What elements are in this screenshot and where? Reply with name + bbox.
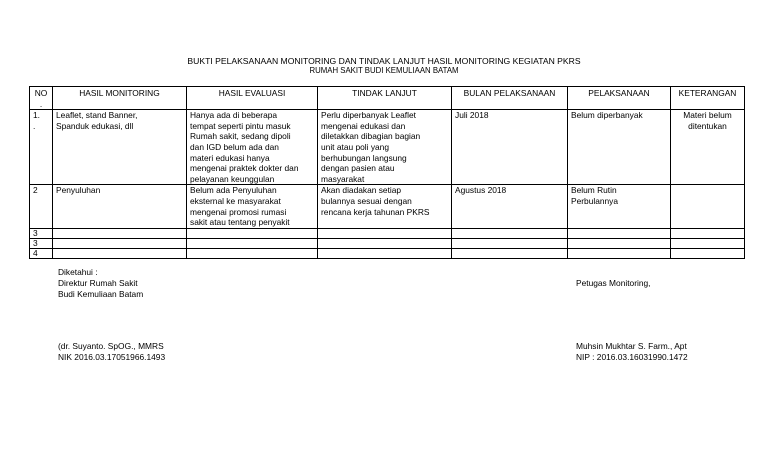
cell-keterangan: Materi belum ditentukan (671, 110, 745, 185)
signature-label: Diketahui : (58, 267, 98, 277)
signature-name-officer (576, 341, 688, 363)
header-hasil-evaluasi: HASIL EVALUASI (187, 87, 318, 110)
cell-hasil-monitoring: Penyuluhan (53, 185, 187, 229)
table-row-empty (30, 249, 745, 259)
signature-block-director (58, 267, 143, 300)
signer-name: (dr. Suyanto. SpOG., MMRS (58, 341, 164, 351)
header-tindak-lanjut: TINDAK LANJUT (318, 87, 452, 110)
signer-id: NIK 2016.03.17051966.1493 (58, 352, 166, 362)
cell-pelaksanaan: Belum diperbanyak (568, 110, 671, 185)
cell-pelaksanaan: Belum Rutin Perbulannya (568, 185, 671, 229)
signature-label: Petugas Monitoring, (576, 278, 651, 288)
cell-hasil-monitoring: Leaflet, stand Banner, Spanduk edukasi, dll (53, 110, 187, 185)
signer-name: Muhsin Mukhtar S. Farm., Apt (576, 341, 687, 351)
table-header-row (30, 87, 745, 110)
table-row (30, 110, 745, 185)
cell-no: 3 (30, 229, 53, 239)
signature-block-officer (576, 278, 651, 289)
cell-bulan-pelaksanaan: Agustus 2018 (452, 185, 568, 229)
header-hasil-monitoring: HASIL MONITORING (53, 87, 187, 110)
header-keterangan: KETERANGAN (671, 87, 745, 110)
cell-hasil-evaluasi: Hanya ada di beberapa tempat seperti pintu masuk Rumah sakit, sedang dipoli dan IGD belum ada dan materi edukasi hanya mengenai praktek dokter dan pelayanan keunggulan (187, 110, 318, 185)
signer-id: NIP : 2016.03.16031990.1472 (576, 352, 688, 362)
table-row-empty (30, 239, 745, 249)
signature-position: Direktur Rumah Sakit (58, 278, 138, 288)
cell-no: 3 (30, 239, 53, 249)
table-row (30, 185, 745, 229)
monitoring-table (29, 86, 745, 259)
signature-position: Budi Kemuliaan Batam (58, 289, 144, 299)
header-bulan-pelaksanaan: BULAN PELAKSANAAN (452, 87, 568, 110)
cell-keterangan (671, 185, 745, 229)
cell-bulan-pelaksanaan: Juli 2018 (452, 110, 568, 185)
header-pelaksanaan: PELAKSANAAN (568, 87, 671, 110)
cell-tindak-lanjut: Perlu diperbanyak Leaflet mengenai edukasi dan diletakkan dibagian bagian unit atau poli yang berhubungan langsung dengan pasien atau masyarakat (318, 110, 452, 185)
cell-no: 1. . (30, 110, 53, 185)
signature-name-director (58, 341, 165, 363)
cell-no: 2 (30, 185, 53, 229)
document-title: BUKTI PELAKSANAAN MONITORING DAN TINDAK LANJUT HASIL MONITORING KEGIATAN PKRS (187, 56, 581, 66)
cell-no: 4 (30, 249, 53, 259)
table-row-empty (30, 229, 745, 239)
cell-hasil-evaluasi: Belum ada Penyuluhan eksternal ke masyarakat mengenai promosi rumasi sakit atau tentang penyakit (187, 185, 318, 229)
cell-tindak-lanjut: Akan diadakan setiap bulannya sesuai dengan rencana kerja tahunan PKRS (318, 185, 452, 229)
document-subtitle: RUMAH SAKIT BUDI KEMULIAAN BATAM (309, 66, 459, 75)
header-no: NO . (30, 87, 53, 110)
